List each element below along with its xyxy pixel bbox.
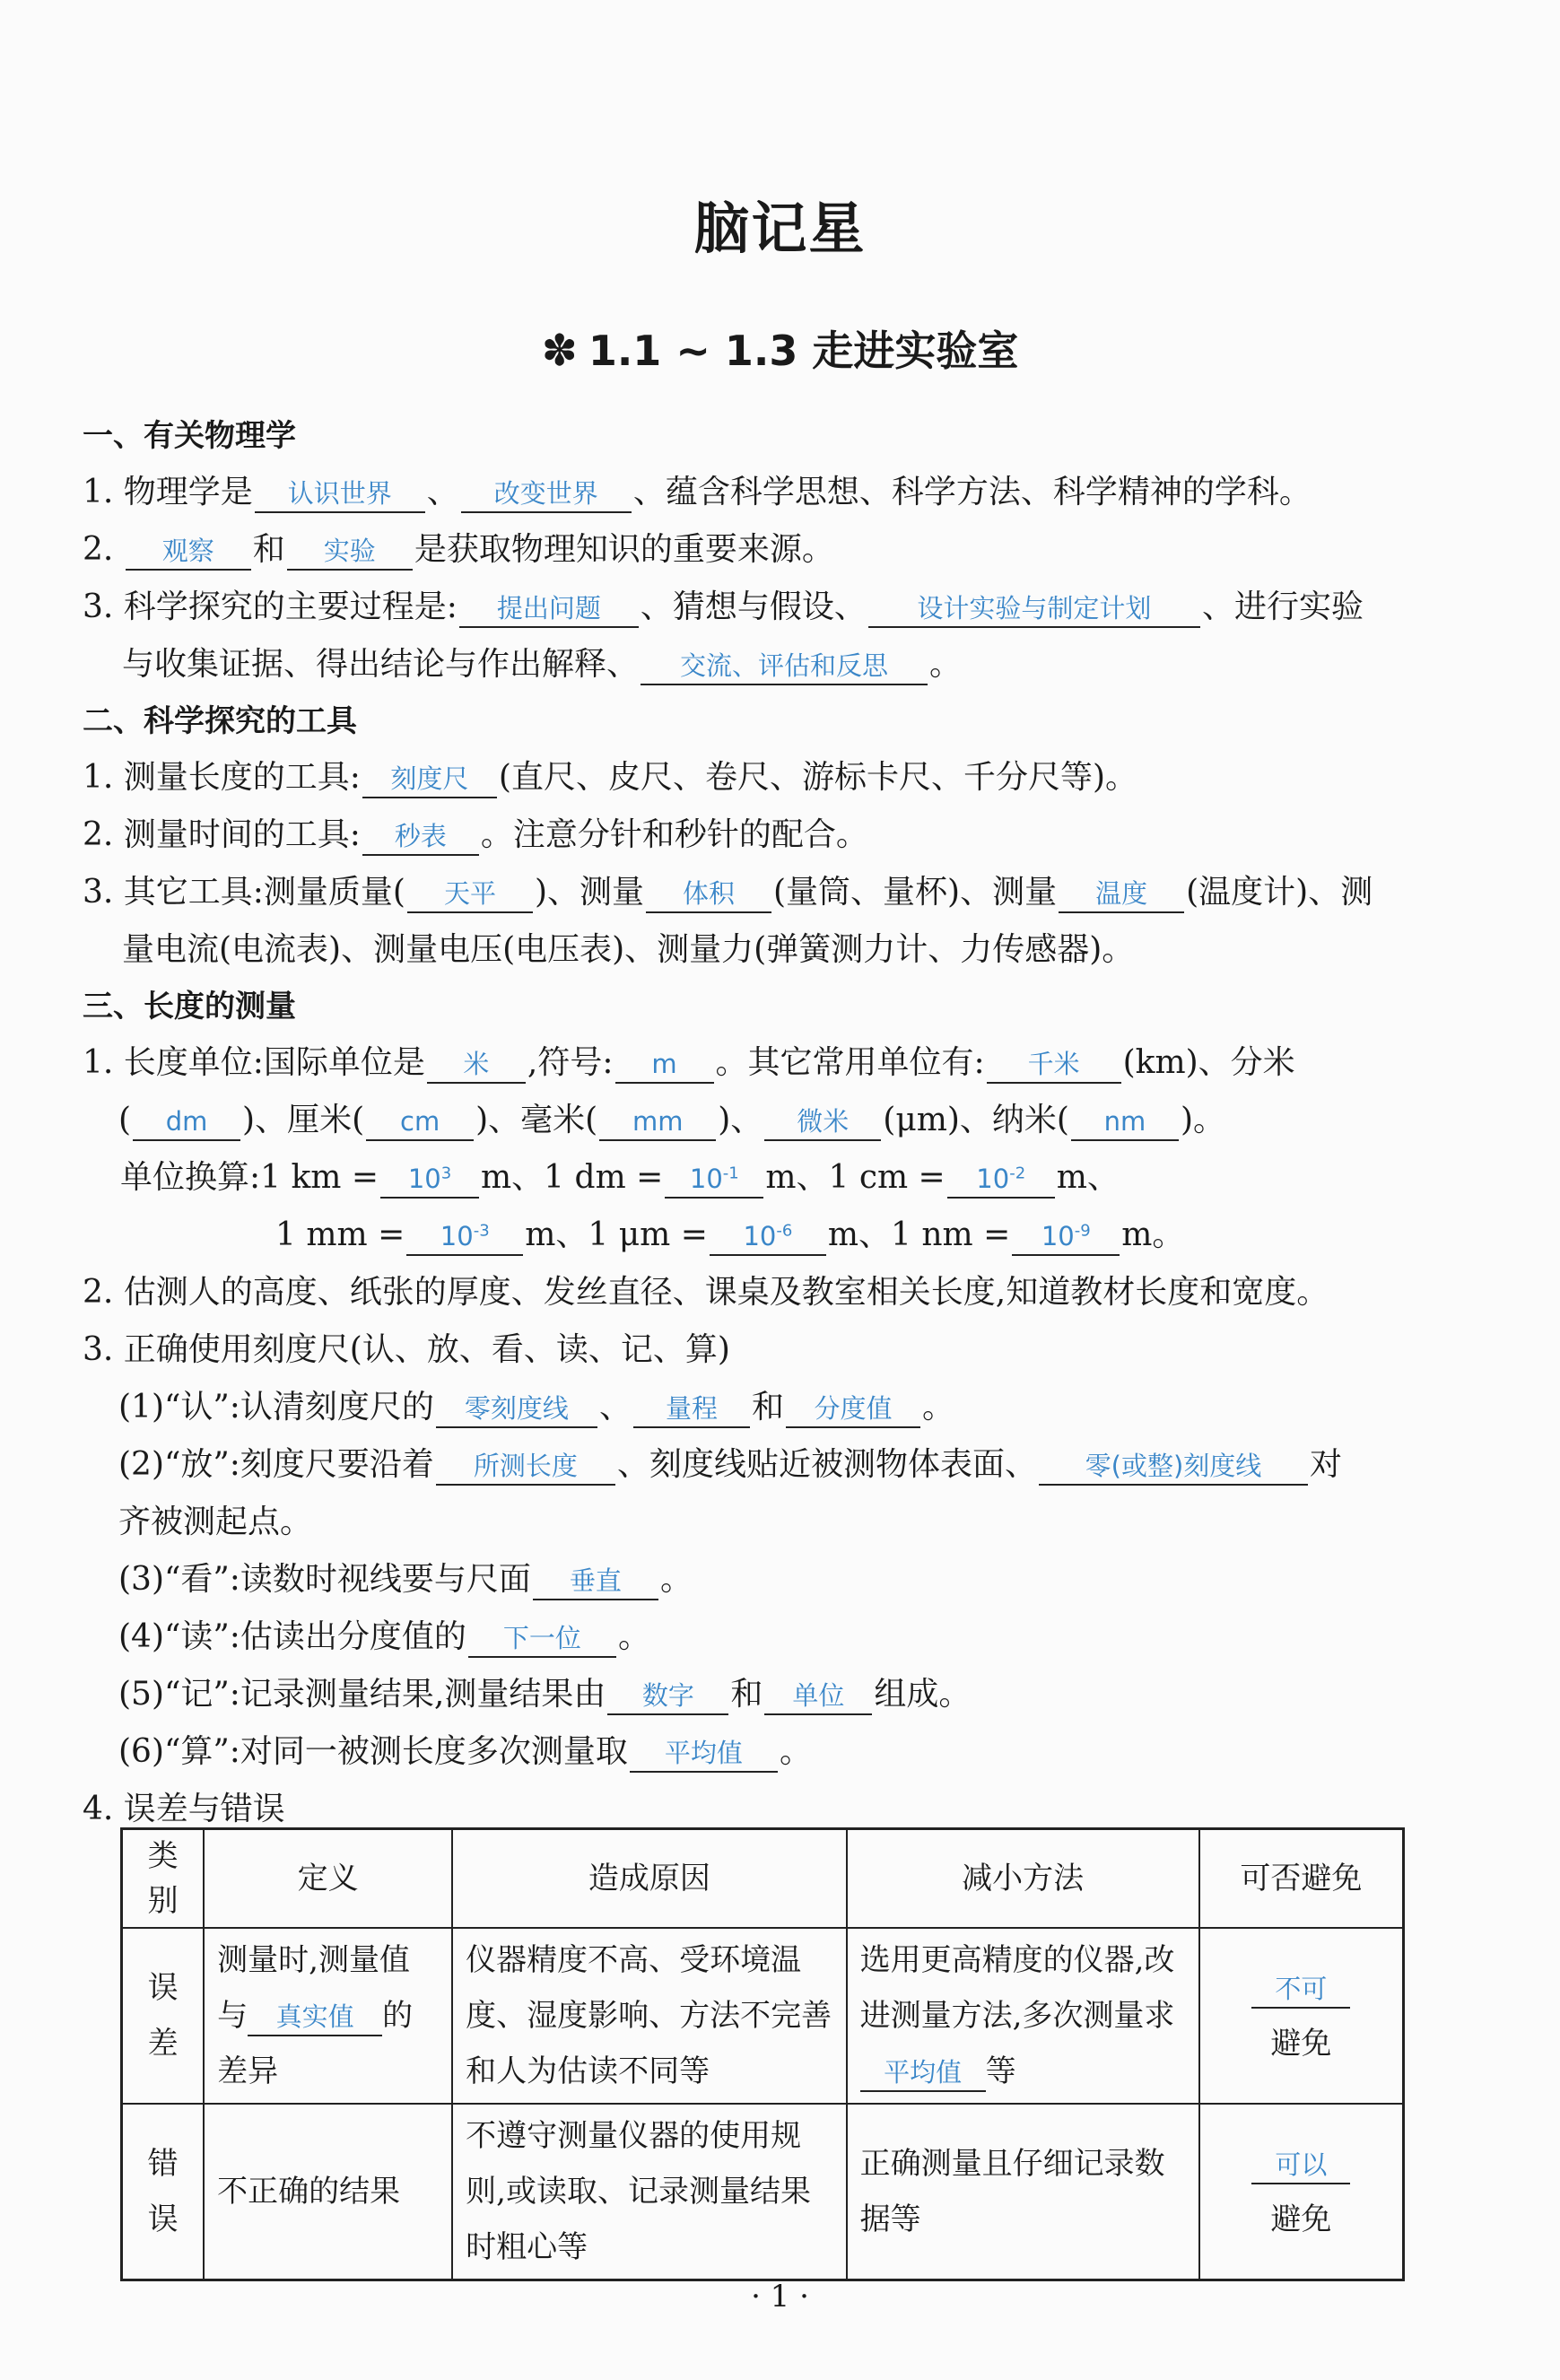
page-title: 脑记星 (693, 196, 867, 261)
answer-blank: m (615, 1046, 714, 1084)
flower-icon: ✽ (541, 326, 578, 376)
text: (6)“算”:对同一被测长度多次测量取 (118, 1733, 628, 1770)
ruler-rule-5 (83, 1666, 1410, 1723)
answer-blank: 刻度尺 (362, 761, 497, 798)
text: 。 (617, 1618, 650, 1655)
answer-blank: 秒表 (362, 818, 479, 856)
text: 避免 (1270, 2201, 1332, 2237)
exponent: -1 (722, 1164, 739, 1183)
text: 。其它常用单位有: (715, 1044, 985, 1081)
error-table (120, 1827, 1405, 2281)
avoid-cell (1199, 2104, 1404, 2280)
text: 2. (83, 531, 124, 568)
s1-line-3 (83, 579, 1410, 636)
s2-line-2 (83, 806, 1410, 864)
text: 避免 (1270, 2026, 1332, 2062)
answer-blank: 实验 (287, 533, 413, 571)
ruler-rule-4 (83, 1608, 1410, 1666)
ruler-rule-6 (83, 1723, 1410, 1781)
text: 。 (929, 646, 963, 683)
answer-blank: 分度值 (786, 1391, 920, 1428)
text: 与 (217, 1998, 248, 2034)
text: m。 (1121, 1216, 1185, 1253)
exponent: -2 (1009, 1164, 1026, 1183)
method-cell (847, 1928, 1199, 2104)
answer-blank: 米 (427, 1046, 526, 1084)
s3-line-4 (83, 1207, 1410, 1264)
text: m、 (1056, 1159, 1120, 1196)
text: m、1 dm = (481, 1159, 664, 1196)
section-heading-length: 三、长度的测量 (83, 989, 296, 1024)
text: 测量时,测量值 (217, 1942, 410, 1978)
text: (1)“认”:认清刻度尺的 (118, 1389, 434, 1425)
answer-blank: 零(或整)刻度线 (1039, 1448, 1308, 1486)
text: 的 (382, 1998, 414, 2034)
answer-blank: cm (366, 1103, 474, 1141)
power-base: 10 (1041, 1221, 1075, 1251)
answer-blank: 单位 (764, 1678, 872, 1715)
method-cell: 正确测量且仔细记录数据等 (847, 2104, 1199, 2280)
answer-blank: 量程 (633, 1391, 750, 1428)
text: (直尺、皮尺、卷尺、游标卡尺、千分尺等)。 (498, 759, 1138, 796)
answer-blank: 千米 (987, 1046, 1121, 1084)
avoid-cell (1199, 1928, 1404, 2104)
text: ( (118, 1102, 132, 1138)
ruler-rule-1 (83, 1379, 1410, 1436)
answer-blank (1012, 1218, 1120, 1256)
answer-blank: 平均值 (630, 1735, 778, 1773)
text: 选用更高精度的仪器,改进测量方法,多次测量求 (859, 1942, 1175, 2034)
answer-blank (406, 1218, 523, 1256)
text: 1 mm = (275, 1216, 405, 1253)
text: 。 (659, 1561, 693, 1598)
answer-blank: 温度 (1059, 876, 1184, 913)
text: 量电流(电流表)、测量电压(电压表)、测量力(弹簧测力计、力传感器)。 (122, 931, 1135, 968)
s3-line-1 (83, 1034, 1410, 1092)
exponent: -3 (473, 1221, 490, 1241)
text: (5)“记”:记录测量结果,测量结果由 (118, 1676, 606, 1713)
text: 、蕴含科学思想、科学方法、科学精神的学科。 (632, 474, 1312, 510)
text: m、1 cm = (765, 1159, 946, 1196)
table-header-row (122, 1829, 1404, 1929)
ruler-rule-3 (83, 1551, 1410, 1608)
s3-line-7: 4. 误差与错误 (83, 1791, 285, 1827)
text: 与收集证据、得出结论与作出解释、 (122, 646, 640, 683)
answer-blank: 可以 (1251, 2147, 1350, 2184)
text: 1. 长度单位:国际单位是 (83, 1044, 425, 1081)
cause-cell: 不遵守测量仪器的使用规则,或读取、记录测量结果时粗心等 (452, 2104, 846, 2280)
answer-blank: 垂直 (533, 1563, 658, 1600)
text: 。 (921, 1389, 954, 1425)
text: )、 (718, 1102, 763, 1138)
answer-blank: 不可 (1251, 1971, 1350, 2009)
s2-line-4 (83, 921, 1410, 979)
answer-blank (947, 1161, 1055, 1199)
text: )、测量 (534, 874, 645, 911)
power-base: 10 (407, 1164, 441, 1194)
s3-line-3 (83, 1149, 1410, 1207)
section-subtitle (0, 318, 1560, 378)
page-number: · 1 · (751, 2279, 809, 2315)
text: 差异 (217, 2053, 279, 2089)
table-row (122, 2104, 1404, 2280)
column-header: 造成原因 (452, 1829, 846, 1929)
text: )、厘米( (242, 1102, 365, 1138)
s1-line-1 (83, 464, 1410, 521)
answer-blank: 天平 (407, 876, 533, 913)
answer-blank: 改变世界 (461, 475, 632, 513)
s1-line-4 (83, 636, 1410, 693)
s2-line-1 (83, 749, 1410, 806)
column-header: 类别 (122, 1829, 205, 1929)
category-cell: 错误 (122, 2104, 205, 2280)
answer-blank (665, 1161, 763, 1199)
content-body (83, 408, 1410, 1838)
text: 和 (751, 1389, 784, 1425)
answer-blank: 提出问题 (459, 590, 639, 628)
s1-line-2 (83, 521, 1410, 579)
text: 。 (779, 1733, 812, 1770)
s3-line-6: 3. 正确使用刻度尺(认、放、看、读、记、算) (83, 1331, 730, 1368)
answer-blank: 体积 (646, 876, 771, 913)
text: 1. 物理学是 (83, 474, 253, 510)
text: ,符号: (527, 1044, 614, 1081)
answer-blank: nm (1071, 1103, 1179, 1141)
section-heading-tools: 二、科学探究的工具 (83, 703, 357, 739)
ruler-rule-2-continued: 齐被测起点。 (118, 1504, 313, 1540)
answer-blank: dm (133, 1103, 240, 1141)
answer-blank: mm (599, 1103, 716, 1141)
answer-blank: 平均值 (860, 2054, 986, 2092)
text: m、1 nm = (827, 1216, 1011, 1253)
answer-blank: 真实值 (248, 1999, 382, 2036)
answer-blank: 观察 (126, 533, 251, 571)
text: m、1 μm = (525, 1216, 708, 1253)
text: 3. 科学探究的主要过程是: (83, 588, 458, 625)
answer-blank (380, 1161, 479, 1199)
section-heading-physics: 一、有关物理学 (83, 418, 296, 454)
text: (μm)、纳米( (883, 1102, 1069, 1138)
answer-blank: 微米 (764, 1103, 881, 1141)
text: )、毫米( (475, 1102, 598, 1138)
text: 、刻度线贴近被测物体表面、 (616, 1446, 1037, 1483)
ruler-rule-2 (83, 1436, 1410, 1494)
text (217, 1988, 439, 2044)
exponent: 3 (440, 1164, 452, 1183)
answer-blank: 下一位 (468, 1620, 616, 1658)
definition-cell (204, 1928, 452, 2104)
text: 、 (426, 474, 459, 510)
text: 单位换算:1 km = (120, 1159, 379, 1196)
answer-blank: 零刻度线 (436, 1391, 597, 1428)
text: (km)、分米 (1122, 1044, 1295, 1081)
answer-blank: 交流、评估和反思 (641, 648, 928, 685)
power-base: 10 (689, 1164, 723, 1194)
column-header: 减小方法 (847, 1829, 1199, 1929)
answer-blank (710, 1218, 826, 1256)
text: (量筒、量杯)、测量 (773, 874, 1058, 911)
text: 、 (598, 1389, 632, 1425)
category-cell: 误差 (122, 1928, 205, 2104)
text: 对 (1309, 1446, 1342, 1483)
answer-blank: 设计实验与制定计划 (868, 590, 1200, 628)
power-base: 10 (743, 1221, 777, 1251)
text: 是获取物理知识的重要来源。 (414, 531, 834, 568)
power-base: 10 (440, 1221, 474, 1251)
text: 。注意分针和秒针的配合。 (480, 816, 868, 853)
cause-cell: 仪器精度不高、受环境温度、湿度影响、方法不完善和人为估读不同等 (452, 1928, 846, 2104)
exponent: -6 (776, 1221, 793, 1241)
power-base: 10 (976, 1164, 1010, 1194)
exponent: -9 (1074, 1221, 1091, 1241)
answer-blank: 认识世界 (255, 475, 425, 513)
text: (温度计)、测 (1186, 874, 1373, 911)
text: 组成。 (874, 1676, 972, 1713)
table-row (122, 1928, 1404, 2104)
text: )。 (1180, 1102, 1225, 1138)
text: (2)“放”:刻度尺要沿着 (118, 1446, 434, 1483)
answer-blank: 数字 (607, 1678, 728, 1715)
text: 、猜想与假设、 (640, 588, 867, 625)
text: 和 (252, 531, 285, 568)
definition-cell: 不正确的结果 (204, 2104, 452, 2280)
text: 和 (730, 1676, 763, 1713)
text: (4)“读”:估读出分度值的 (118, 1618, 466, 1655)
column-header: 定义 (204, 1829, 452, 1929)
text: 3. 其它工具:测量质量( (83, 874, 405, 911)
text: 等 (985, 2053, 1016, 2089)
column-header: 可否避免 (1199, 1829, 1404, 1929)
s3-line-2 (83, 1092, 1410, 1149)
subtitle-text: 1.1 ~ 1.3 走进实验室 (588, 327, 1019, 375)
text: 2. 测量时间的工具: (83, 816, 361, 853)
answer-blank: 所测长度 (436, 1448, 615, 1486)
text: 、进行实验 (1201, 588, 1364, 625)
s3-line-5: 2. 估测人的高度、纸张的厚度、发丝直径、课桌及教室相关长度,知道教材长度和宽度。 (83, 1274, 1329, 1311)
text: 1. 测量长度的工具: (83, 759, 361, 796)
text: (3)“看”:读数时视线要与尺面 (118, 1561, 531, 1598)
s2-line-3 (83, 864, 1410, 921)
